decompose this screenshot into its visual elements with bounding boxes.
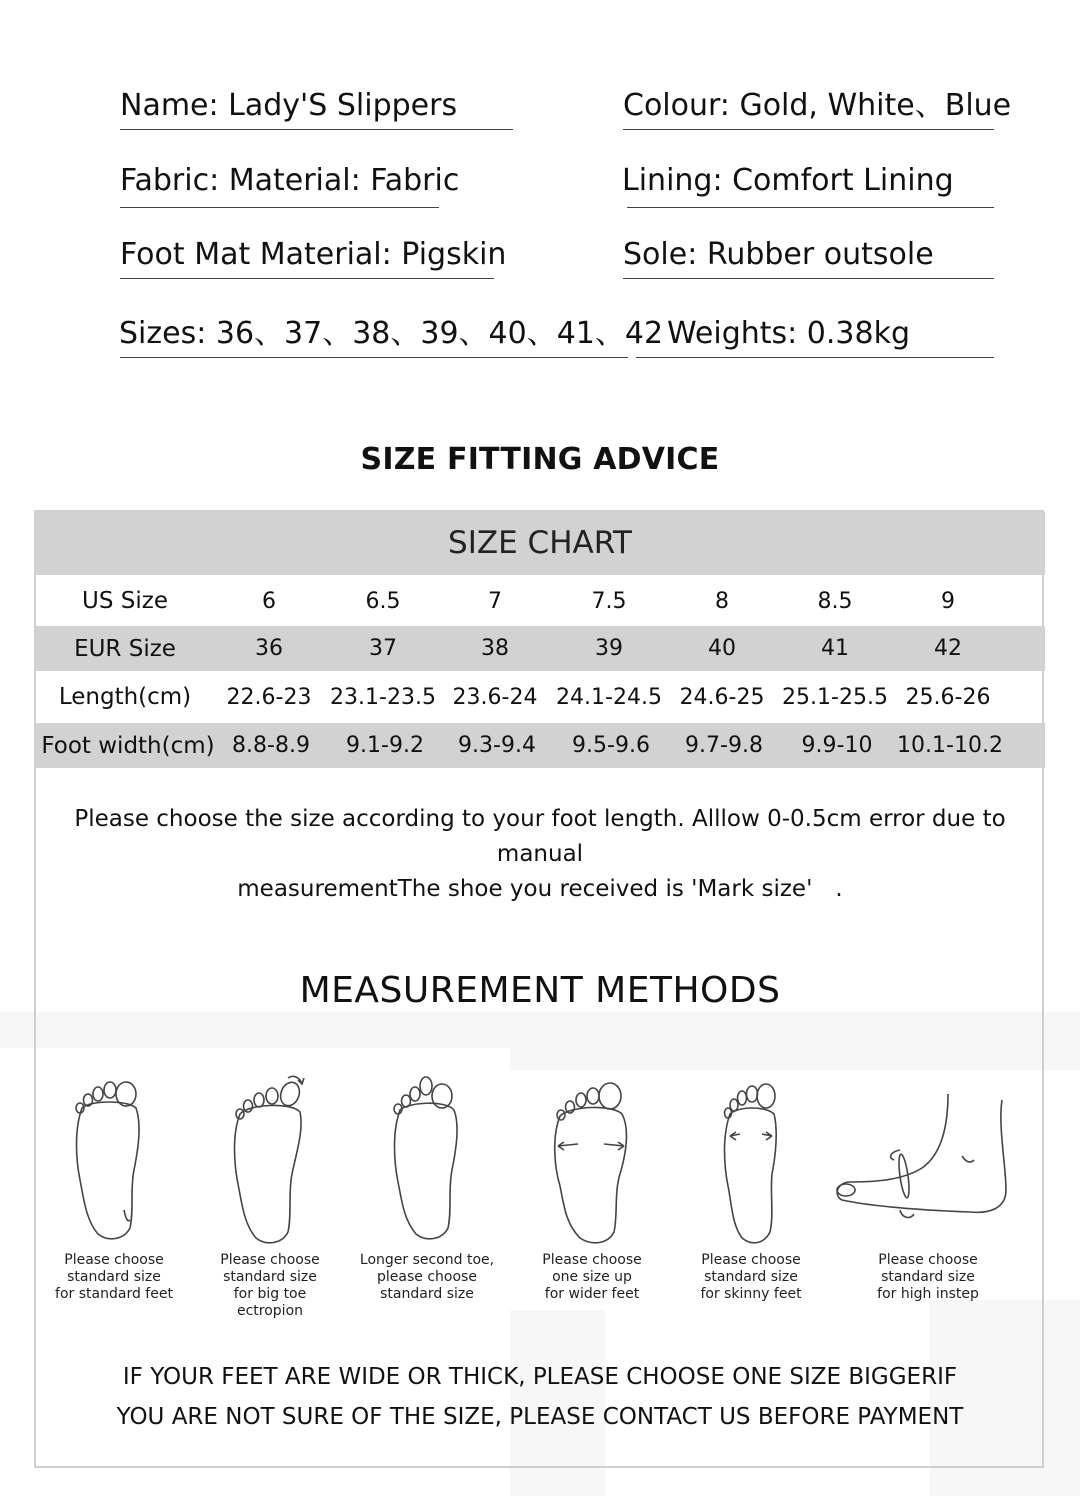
table-cell: 23.6-24 bbox=[452, 684, 538, 710]
size-chart-title: SIZE CHART bbox=[35, 512, 1045, 575]
table-cell: 22.6-23 bbox=[226, 684, 312, 710]
caption-big-toe bbox=[210, 1252, 330, 1320]
size-note-line: measurementThe shoe you received is 'Mark size' . bbox=[237, 876, 843, 902]
spec-lining: Lining: Comfort Lining bbox=[622, 163, 954, 198]
caption-line: for skinny feet bbox=[700, 1286, 802, 1302]
spec-name: Name: Lady'S Slippers bbox=[120, 88, 458, 123]
caption-line: ectropion bbox=[236, 1303, 304, 1319]
table-cell: 40 bbox=[708, 636, 736, 661]
caption-line: Longer second toe, bbox=[359, 1252, 495, 1268]
caption-line: Please choose bbox=[701, 1252, 801, 1268]
caption-standard-feet bbox=[54, 1252, 174, 1303]
bottom-notice-line: YOU ARE NOT SURE OF THE SIZE, PLEASE CONTACT US BEFORE PAYMENT bbox=[116, 1404, 964, 1430]
measurement-methods-title: MEASUREMENT METHODS bbox=[299, 970, 781, 1011]
bottom-notice bbox=[0, 1357, 1080, 1437]
table-cell: 25.6-26 bbox=[905, 684, 991, 710]
table-cell: 7.5 bbox=[591, 588, 627, 614]
caption-line: for wider feet bbox=[544, 1286, 640, 1302]
spec-sole: Sole: Rubber outsole bbox=[623, 237, 934, 272]
row-label: EUR Size bbox=[74, 635, 176, 662]
spec-foot-mat: Foot Mat Material: Pigskin bbox=[120, 237, 507, 272]
caption-skinny-feet bbox=[691, 1252, 811, 1303]
table-cell: 7 bbox=[488, 588, 502, 614]
row-label: Foot width(cm) bbox=[41, 732, 215, 759]
table-row-us-size bbox=[35, 576, 1045, 626]
table-row-foot-width bbox=[35, 723, 1045, 768]
big-toe-foot-icon bbox=[226, 1072, 312, 1244]
caption-line: standard size bbox=[223, 1269, 317, 1285]
table-cell: 8 bbox=[715, 588, 729, 614]
table-cell: 38 bbox=[481, 636, 509, 661]
table-cell: 37 bbox=[369, 636, 397, 661]
caption-line: Please choose bbox=[64, 1252, 164, 1268]
caption-high-instep bbox=[868, 1252, 988, 1303]
spec-sizes: Sizes: 36、37、38、39、40、41、42 bbox=[119, 316, 664, 351]
underline bbox=[623, 129, 994, 130]
caption-line: Please choose bbox=[878, 1252, 978, 1268]
bottom-notice-line: IF YOUR FEET ARE WIDE OR THICK, PLEASE CHOOSE ONE SIZE BIGGERIF bbox=[122, 1364, 958, 1390]
spec-weights: Weights: 0.38kg bbox=[667, 316, 911, 351]
table-cell: 41 bbox=[821, 636, 849, 661]
table-cell: 9.9-10 bbox=[801, 733, 873, 758]
underline bbox=[120, 357, 628, 358]
underline bbox=[120, 129, 513, 130]
table-cell: 25.1-25.5 bbox=[782, 684, 888, 710]
caption-line: Please choose bbox=[542, 1252, 642, 1268]
table-cell: 6.5 bbox=[365, 588, 401, 614]
underline bbox=[623, 278, 994, 279]
table-row-length bbox=[35, 671, 1045, 723]
caption-line: standard size bbox=[704, 1269, 798, 1285]
high-instep-foot-icon bbox=[830, 1086, 1010, 1236]
table-cell: 9.3-9.4 bbox=[458, 733, 536, 758]
row-label: US Size bbox=[82, 588, 168, 614]
table-cell: 8.5 bbox=[817, 588, 853, 614]
standard-foot-icon bbox=[68, 1070, 148, 1242]
table-cell: 6 bbox=[262, 588, 276, 614]
table-row-eur-size bbox=[35, 626, 1045, 671]
caption-line: standard size bbox=[380, 1286, 474, 1302]
table-cell: 24.1-24.5 bbox=[556, 684, 662, 710]
table-cell: 10.1-10.2 bbox=[897, 733, 1003, 758]
caption-line: for big toe bbox=[233, 1286, 307, 1302]
table-cell: 39 bbox=[595, 636, 623, 661]
caption-line: please choose bbox=[377, 1269, 477, 1285]
size-note-line: Please choose the size according to your foot length. Alllow 0-0.5cm error due to manual bbox=[74, 806, 1006, 867]
caption-long-second-toe bbox=[357, 1252, 497, 1303]
table-cell: 42 bbox=[934, 636, 962, 661]
skinny-foot-icon bbox=[712, 1074, 792, 1246]
caption-line: standard size bbox=[881, 1269, 975, 1285]
table-cell: 9.7-9.8 bbox=[685, 733, 763, 758]
size-note bbox=[40, 802, 1040, 907]
underline bbox=[120, 207, 439, 208]
caption-line: for high instep bbox=[877, 1286, 979, 1302]
table-cell: 8.8-8.9 bbox=[232, 733, 310, 758]
size-fitting-heading: SIZE FITTING ADVICE bbox=[360, 442, 720, 477]
underline bbox=[627, 207, 994, 208]
wide-foot-icon bbox=[548, 1074, 636, 1246]
table-cell: 9.5-9.6 bbox=[572, 733, 650, 758]
caption-wide-feet bbox=[532, 1252, 652, 1303]
underline bbox=[636, 357, 994, 358]
caption-line: one size up bbox=[552, 1269, 632, 1285]
caption-line: for standard feet bbox=[55, 1286, 173, 1302]
spec-colour: Colour: Gold, White、Blue bbox=[623, 88, 1012, 123]
table-cell: 36 bbox=[255, 636, 283, 661]
caption-line: Please choose bbox=[220, 1252, 320, 1268]
table-cell: 24.6-25 bbox=[679, 684, 765, 710]
caption-line: standard size bbox=[67, 1269, 161, 1285]
row-label: Length(cm) bbox=[58, 684, 192, 710]
long-second-toe-foot-icon bbox=[386, 1070, 466, 1242]
table-cell: 9 bbox=[941, 588, 955, 614]
spec-fabric: Fabric: Material: Fabric bbox=[120, 163, 460, 198]
table-cell: 9.1-9.2 bbox=[346, 733, 424, 758]
underline bbox=[120, 278, 494, 279]
table-cell: 23.1-23.5 bbox=[330, 684, 436, 710]
